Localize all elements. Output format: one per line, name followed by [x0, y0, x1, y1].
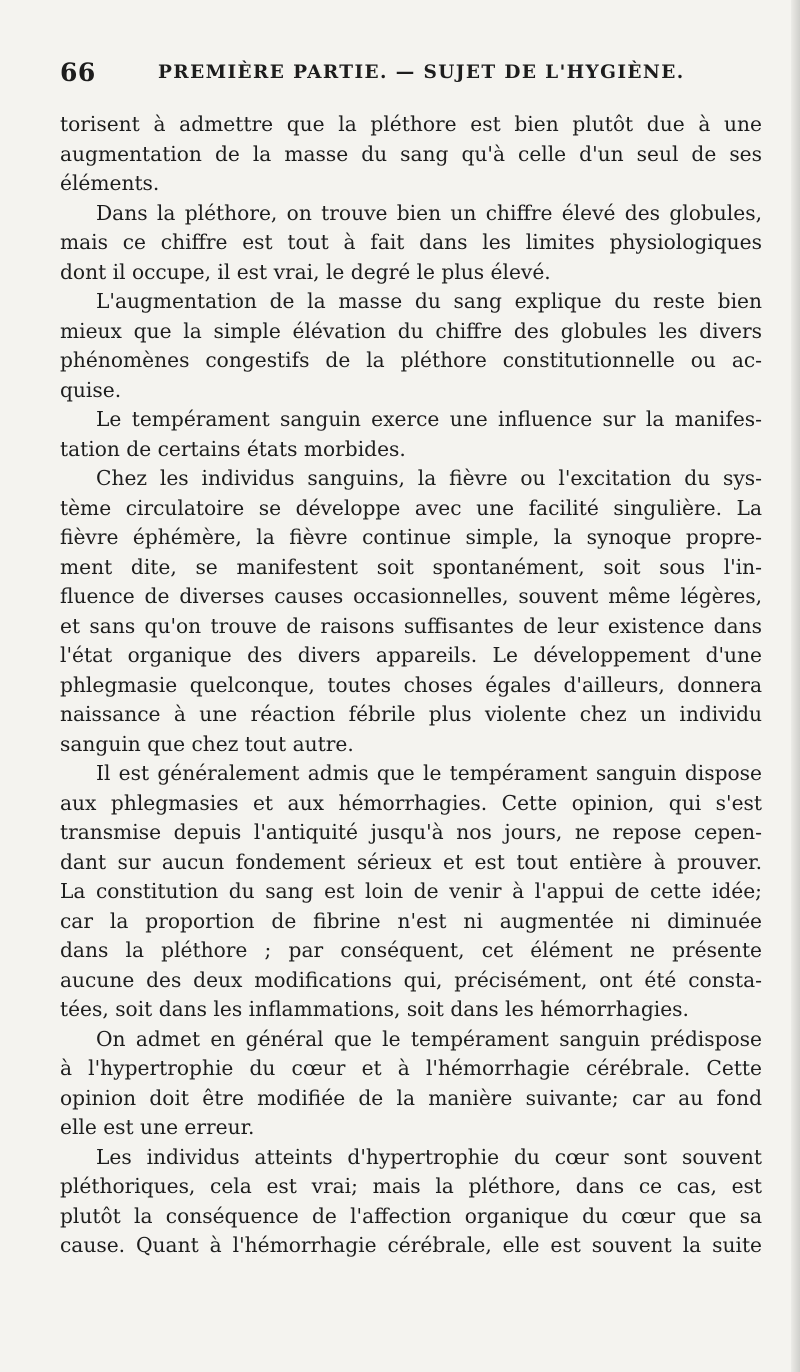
text-line: fluence de diverses causes occasionnelles, souvent même légères, — [60, 584, 762, 608]
text-line: éléments. — [60, 171, 160, 195]
text-line: fièvre éphémère, la fièvre continue simple, la synoque propre- — [60, 525, 762, 549]
text-line: Dans la pléthore, on trouve bien un chiffre élevé des globules, — [96, 200, 762, 225]
page-number: 66 — [60, 58, 96, 87]
page-edge-shadow — [791, 0, 800, 1372]
text-line: à l'hypertrophie du cœur et à l'hémorrhagie cérébrale. Cette — [60, 1056, 762, 1080]
text-line: elle est une erreur. — [60, 1115, 255, 1139]
text-line: On admet en général que le tempérament sanguin prédispose — [96, 1026, 762, 1051]
text-line: sanguin que chez tout autre. — [60, 731, 354, 756]
text-line: Le tempérament sanguin exerce une influence sur la manifes- — [96, 407, 762, 431]
text-line: phénomènes congestifs de la pléthore constitutionnelle ou ac- — [60, 348, 762, 372]
text-line: dant sur aucun fondement sérieux et est tout entière à prouver. — [60, 849, 762, 874]
text-line: car la proportion de fibrine n'est ni augmentée ni diminuée — [60, 908, 762, 933]
text-line: tation de certains états morbides. — [60, 436, 406, 461]
text-line: tées, soit dans les inflammations, soit dans les hémorrhagies. — [60, 997, 689, 1021]
text-line: dans la pléthore ; par conséquent, cet élément ne présente — [60, 938, 762, 962]
text-line: aucune des deux modifications qui, précisément, ont été consta- — [60, 967, 762, 992]
text-line: dont il occupe, il est vrai, le degré le plus élevé. — [60, 259, 551, 284]
text-line: Chez les individus sanguins, la fièvre ou l'excitation du sys- — [96, 466, 762, 490]
text-line: tème circulatoire se développe avec une facilité singulière. La — [60, 495, 762, 520]
text-line: aux phlegmasies et aux hémorrhagies. Cette opinion, qui s'est — [60, 790, 762, 815]
text-line: torisent à admettre que la pléthore est bien plutôt due à une — [60, 112, 762, 136]
text-line: pléthoriques, cela est vrai; mais la pléthore, dans ce cas, est — [60, 1174, 762, 1198]
text-line: l'état organique des divers appareils. Le développement d'une — [60, 643, 762, 667]
body-text — [60, 110, 762, 1261]
text-line: mais ce chiffre est tout à fait dans les limites physiologiques — [60, 230, 762, 254]
text-line: cause. Quant à l'hémorrhagie cérébrale, elle est souvent la suite — [60, 1233, 762, 1257]
text-line: opinion doit être modifiée de la manière suivante; car au fond — [60, 1085, 762, 1110]
text-line: naissance à une réaction fébrile plus violente chez un individu — [60, 702, 762, 726]
text-line: augmentation de la masse du sang qu'à celle d'un seul de ses — [60, 141, 762, 166]
page-header — [60, 58, 760, 88]
text-line: plutôt la conséquence de l'affection organique du cœur que sa — [60, 1203, 762, 1228]
text-line: mieux que la simple élévation du chiffre des globules les divers — [60, 318, 762, 343]
text-line: Les individus atteints d'hypertrophie du cœur sont souvent — [96, 1144, 762, 1169]
text-line: L'augmentation de la masse du sang explique du reste bien — [96, 289, 762, 313]
text-line: phlegmasie quelconque, toutes choses égales d'ailleurs, donnera — [60, 672, 762, 697]
running-head: PREMIÈRE PARTIE. — SUJET DE L'HYGIÈNE. — [158, 62, 685, 83]
text-line: Il est généralement admis que le tempérament sanguin dispose — [96, 761, 762, 785]
text-line: quise. — [60, 377, 122, 402]
text-line: La constitution du sang est loin de venir à l'appui de cette idée; — [60, 879, 762, 903]
text-line: et sans qu'on trouve de raisons suffisantes de leur existence dans — [60, 613, 762, 638]
text-line: ment dite, se manifestent soit spontanément, soit sous l'in- — [60, 554, 762, 579]
text-line: transmise depuis l'antiquité jusqu'à nos jours, ne repose cepen- — [60, 820, 762, 844]
